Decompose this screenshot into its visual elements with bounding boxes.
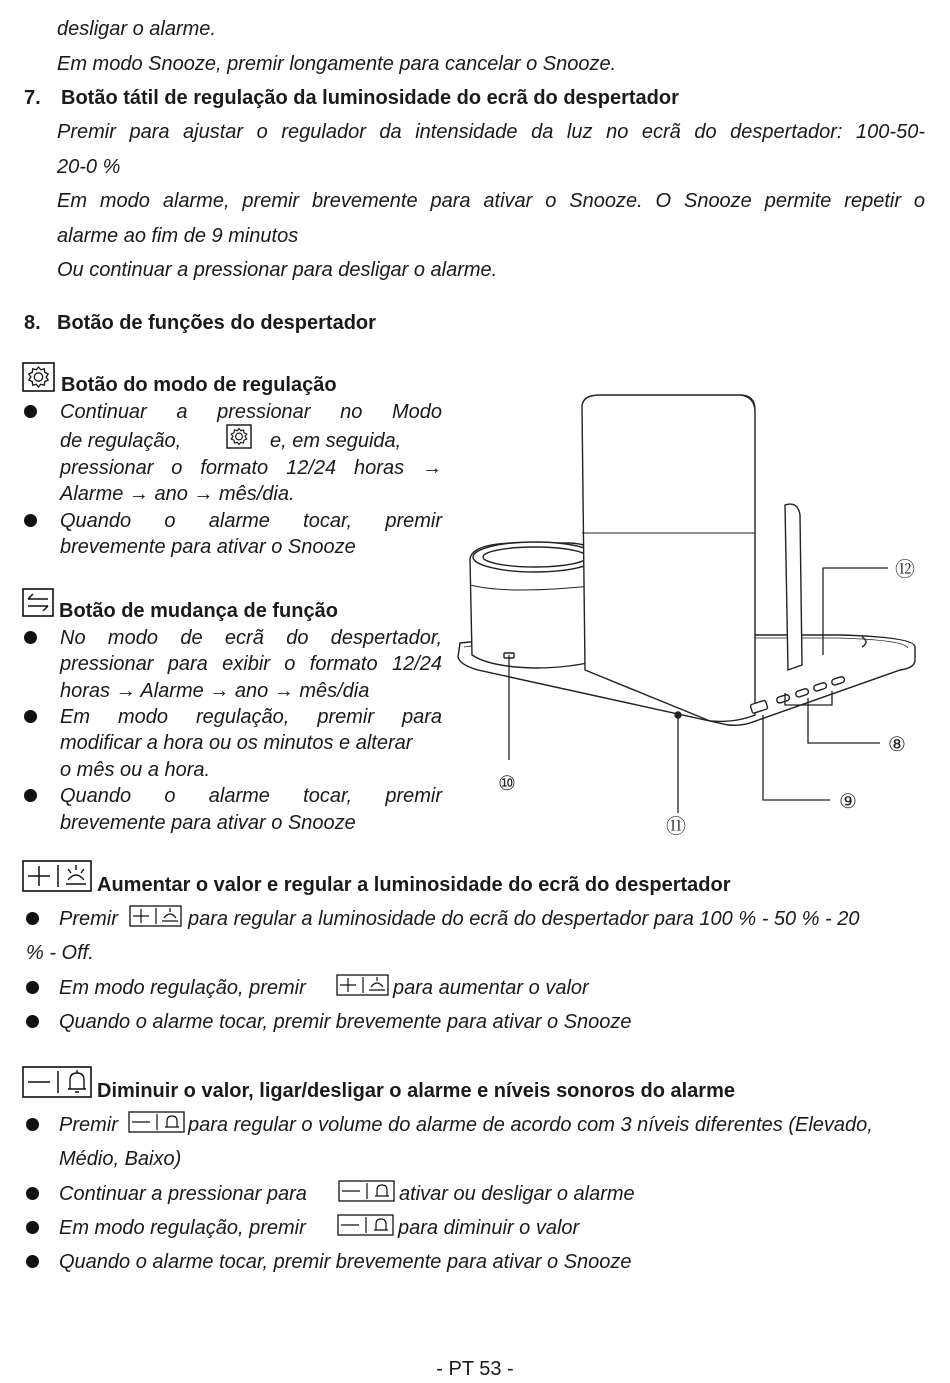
- minus-bell-icon: [337, 1214, 394, 1236]
- product-diagram: [450, 385, 930, 845]
- text-line: horas → Alarme → ano → mês/dia: [60, 680, 370, 702]
- text-line: Quando o alarme tocar, premir brevemente para ativar o Snooze: [59, 1251, 632, 1273]
- text-line: Alarme → ano → mês/dia.: [60, 483, 295, 505]
- subsection-title: Botão do modo de regulação: [61, 374, 337, 396]
- text-line: Premir: [59, 908, 118, 930]
- bullet-dot: [26, 1221, 39, 1234]
- text-line: % - Off.: [26, 942, 94, 964]
- text-line: 20-0 %: [57, 156, 121, 178]
- bullet-dot: [24, 789, 37, 802]
- bullet-dot: [24, 514, 37, 527]
- section-number: 7.: [24, 87, 41, 109]
- text-line: Premir: [59, 1114, 118, 1136]
- callout-label: ⑩: [498, 773, 516, 795]
- text-line: pressionar o formato 12/24 horas →: [60, 457, 442, 479]
- bullet-dot: [26, 1187, 39, 1200]
- text-line: Em modo alarme, premir brevemente para ativar o Snooze. O Snooze permite repetir o: [57, 190, 925, 212]
- subsection-title: Diminuir o valor, ligar/desligar o alarme e níveis sonoros do alarme: [97, 1080, 735, 1102]
- minus-bell-icon: [22, 1066, 92, 1098]
- text-line: o mês ou a hora.: [60, 759, 211, 781]
- text-line: de regulação,: [60, 430, 182, 452]
- text-line: para regular o volume do alarme de acordo com 3 níveis diferentes (Elevado,: [188, 1114, 873, 1136]
- text-line: desligar o alarme.: [57, 18, 216, 40]
- callout-label: ⑧: [888, 734, 906, 756]
- swap-icon: [22, 588, 54, 617]
- page-number: - PT 53 -: [436, 1358, 514, 1380]
- text-line: para regular a luminosidade do ecrã do despertador para 100 % - 50 % - 20: [188, 908, 860, 930]
- bullet-dot: [24, 631, 37, 644]
- bullet-dot: [26, 1255, 39, 1268]
- text-line: pressionar para exibir o formato 12/24: [60, 653, 442, 675]
- text-line: Em modo Snooze, premir longamente para cancelar o Snooze.: [57, 53, 617, 75]
- bullet-dot: [26, 981, 39, 994]
- bullet-dot: [24, 710, 37, 723]
- plus-brightness-icon: [336, 974, 389, 996]
- text-line: Em modo regulação, premir: [59, 977, 306, 999]
- callout-label: ⑫: [895, 559, 915, 581]
- bullet-dot: [26, 1015, 39, 1028]
- gear-icon: [226, 424, 252, 449]
- text-line: brevemente para ativar o Snooze: [60, 812, 356, 834]
- plus-brightness-icon: [22, 860, 92, 892]
- callout-label: ⑪: [666, 816, 686, 838]
- text-line: Médio, Baixo): [59, 1148, 182, 1170]
- minus-bell-icon: [338, 1180, 395, 1202]
- bullet-dot: [26, 1118, 39, 1131]
- gear-icon: [22, 362, 55, 392]
- subsection-title: Botão de mudança de função: [59, 600, 338, 622]
- bullet-dot: [26, 912, 39, 925]
- phone-stand: [785, 504, 802, 670]
- callout-label: ⑨: [839, 791, 857, 813]
- text-line: modificar a hora ou os minutos e alterar: [60, 732, 413, 754]
- text-line: para diminuir o valor: [398, 1217, 580, 1239]
- text-line: Continuar a pressionar para: [59, 1183, 307, 1205]
- subsection-title: Aumentar o valor e regular a luminosidade do ecrã do despertador: [97, 874, 731, 896]
- text-line: Quando o alarme tocar, premir: [60, 785, 442, 807]
- text-line: Ou continuar a pressionar para desligar o alarme.: [57, 259, 498, 281]
- text-line: Premir para ajustar o regulador da intensidade da luz no ecrã do despertador: 100-50-: [57, 121, 925, 143]
- section-number: 8.: [24, 312, 41, 334]
- section-title: Botão de funções do despertador: [57, 312, 376, 334]
- text-line: Quando o alarme tocar, premir: [60, 510, 442, 532]
- minus-bell-icon: [128, 1111, 185, 1133]
- plus-brightness-icon: [129, 905, 182, 927]
- text-line: Continuar a pressionar no Modo: [60, 401, 442, 423]
- text-line: Em modo regulação, premir para: [60, 706, 442, 728]
- bullet-dot: [24, 405, 37, 418]
- text-line: Quando o alarme tocar, premir brevemente para ativar o Snooze: [59, 1011, 632, 1033]
- text-line: No modo de ecrã do despertador,: [60, 627, 442, 649]
- alarm-clock: [582, 395, 755, 721]
- section-title: Botão tátil de regulação da luminosidade do ecrã do despertador: [61, 87, 679, 109]
- text-line: alarme ao fim de 9 minutos: [57, 225, 299, 247]
- text-line: Em modo regulação, premir: [59, 1217, 306, 1239]
- text-line: brevemente para ativar o Snooze: [60, 536, 356, 558]
- text-line: e, em seguida,: [270, 430, 402, 452]
- text-line: para aumentar o valor: [393, 977, 589, 999]
- text-line: ativar ou desligar o alarme: [399, 1183, 635, 1205]
